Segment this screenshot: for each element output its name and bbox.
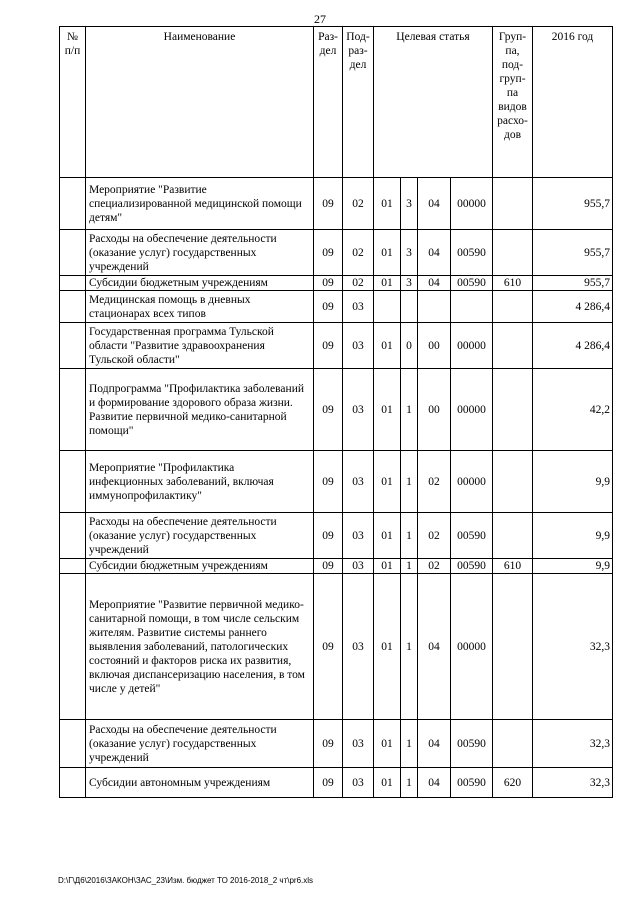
row-target-event-cell: 00 [418,369,451,451]
row-target-subprogram-cell: 1 [401,559,418,574]
row-amount-cell: 42,2 [533,369,613,451]
row-razdel-cell: 09 [314,574,343,720]
row-razdel-cell: 09 [314,230,343,276]
row-num-cell [60,291,86,323]
row-name-cell: Субсидии бюджетным учреждениям [86,559,314,574]
row-podrazdel-cell: 03 [343,323,374,369]
header-group: Груп- па, под- груп- па видов расхо- дов [493,27,533,178]
row-razdel-cell: 09 [314,513,343,559]
row-target-subprogram-cell: 1 [401,451,418,513]
page-number: 27 [314,12,326,26]
row-group-cell [493,323,533,369]
row-group-cell [493,574,533,720]
table-row [60,574,613,720]
row-amount-cell: 9,9 [533,451,613,513]
row-group-cell [493,369,533,451]
row-target-subprogram-cell: 1 [401,720,418,768]
table-row [60,559,613,574]
row-razdel-cell: 09 [314,451,343,513]
row-group-cell: 610 [493,276,533,291]
row-amount-cell: 955,7 [533,230,613,276]
row-target-direction-cell: 00590 [451,513,493,559]
row-amount-cell: 32,3 [533,720,613,768]
row-target-subprogram-cell: 1 [401,768,418,798]
row-podrazdel-cell: 03 [343,574,374,720]
row-target-event-cell: 04 [418,768,451,798]
table-row [60,276,613,291]
row-target-event-cell: 04 [418,574,451,720]
row-razdel-cell: 09 [314,276,343,291]
row-num-cell [60,178,86,230]
row-amount-cell: 32,3 [533,574,613,720]
row-num-cell [60,276,86,291]
row-target-program-cell: 01 [374,574,401,720]
row-target-event-cell [418,291,451,323]
table-row [60,720,613,768]
row-podrazdel-cell: 02 [343,276,374,291]
row-razdel-cell: 09 [314,720,343,768]
row-target-subprogram-cell: 3 [401,178,418,230]
row-target-direction-cell: 00590 [451,230,493,276]
row-podrazdel-cell: 03 [343,720,374,768]
row-target-subprogram-cell: 0 [401,323,418,369]
row-target-direction-cell: 00000 [451,574,493,720]
row-group-cell [493,230,533,276]
row-target-program-cell: 01 [374,230,401,276]
row-target-program-cell: 01 [374,720,401,768]
row-target-program-cell [374,291,401,323]
row-group-cell: 610 [493,559,533,574]
budget-table [59,26,613,798]
row-target-subprogram-cell: 3 [401,230,418,276]
row-target-subprogram-cell: 1 [401,513,418,559]
header-name: Наименование [86,27,314,178]
row-target-event-cell: 04 [418,230,451,276]
row-target-subprogram-cell: 1 [401,574,418,720]
row-num-cell [60,230,86,276]
table-row [60,178,613,230]
row-target-direction-cell [451,291,493,323]
row-amount-cell: 9,9 [533,513,613,559]
table-row [60,768,613,798]
row-group-cell [493,451,533,513]
row-podrazdel-cell: 02 [343,178,374,230]
row-razdel-cell: 09 [314,291,343,323]
header-razdel: Раз- дел [314,27,343,178]
row-target-program-cell: 01 [374,323,401,369]
row-target-direction-cell: 00000 [451,369,493,451]
row-amount-cell: 32,3 [533,768,613,798]
row-name-cell: Расходы на обеспечение деятельности (оказание услуг) государственных учреждений [86,720,314,768]
row-razdel-cell: 09 [314,369,343,451]
row-target-program-cell: 01 [374,276,401,291]
row-num-cell [60,369,86,451]
file-path-footer: D:\Г\Д6\2016\ЗАКОН\ЗАС_23\Изм. бюджет ТО 2016-2018_2 чт\pr6.xls [58,876,314,885]
row-target-direction-cell: 00590 [451,720,493,768]
row-podrazdel-cell: 03 [343,369,374,451]
row-razdel-cell: 09 [314,559,343,574]
row-razdel-cell: 09 [314,323,343,369]
header-year: 2016 год [533,27,613,178]
table-row [60,513,613,559]
header-podrazdel: Под- раз- дел [343,27,374,178]
row-amount-cell: 955,7 [533,178,613,230]
row-name-cell: Государственная программа Тульской области "Развитие здравоохранения Тульской области" [86,323,314,369]
row-amount-cell: 9,9 [533,559,613,574]
header-num: № п/п [60,27,86,178]
row-amount-cell: 4 286,4 [533,323,613,369]
row-target-subprogram-cell: 1 [401,369,418,451]
row-group-cell [493,720,533,768]
row-podrazdel-cell: 03 [343,768,374,798]
row-num-cell [60,768,86,798]
header-target: Целевая статья [374,27,493,178]
row-group-cell [493,513,533,559]
row-target-event-cell: 02 [418,559,451,574]
row-num-cell [60,720,86,768]
table-row [60,291,613,323]
row-target-direction-cell: 00000 [451,451,493,513]
row-num-cell [60,559,86,574]
row-target-event-cell: 02 [418,513,451,559]
row-target-direction-cell: 00590 [451,276,493,291]
row-target-subprogram-cell [401,291,418,323]
row-name-cell: Мероприятие "Развитие специализированной медицинской помощи детям" [86,178,314,230]
row-name-cell: Мероприятие "Профилактика инфекционных заболеваний, включая иммунопрофилактику" [86,451,314,513]
row-num-cell [60,513,86,559]
row-group-cell: 620 [493,768,533,798]
row-group-cell [493,178,533,230]
row-target-subprogram-cell: 3 [401,276,418,291]
row-amount-cell: 4 286,4 [533,291,613,323]
row-group-cell [493,291,533,323]
row-name-cell: Мероприятие "Развитие первичной медико-санитарной помощи, в том числе сельским жителям. Развитие системы раннего выявления заболеваний, патологических состояний и факторов риска их развития, включая диспансеризацию населения, в том числе у детей" [86,574,314,720]
row-target-program-cell: 01 [374,513,401,559]
row-name-cell: Расходы на обеспечение деятельности (оказание услуг) государственных учреждений [86,513,314,559]
row-target-program-cell: 01 [374,178,401,230]
row-name-cell: Медицинская помощь в дневных стационарах всех типов [86,291,314,323]
row-amount-cell: 955,7 [533,276,613,291]
row-razdel-cell: 09 [314,768,343,798]
row-name-cell: Субсидии бюджетным учреждениям [86,276,314,291]
table-row [60,323,613,369]
table-row [60,369,613,451]
row-podrazdel-cell: 03 [343,291,374,323]
row-target-program-cell: 01 [374,559,401,574]
table-row [60,451,613,513]
row-target-direction-cell: 00590 [451,768,493,798]
row-target-program-cell: 01 [374,451,401,513]
row-podrazdel-cell: 03 [343,513,374,559]
row-podrazdel-cell: 03 [343,559,374,574]
row-target-event-cell: 02 [418,451,451,513]
row-num-cell [60,323,86,369]
row-num-cell [60,574,86,720]
row-name-cell: Расходы на обеспечение деятельности (оказание услуг) государственных учреждений [86,230,314,276]
row-target-program-cell: 01 [374,369,401,451]
row-target-event-cell: 00 [418,323,451,369]
table-header-row [60,27,613,178]
row-podrazdel-cell: 03 [343,451,374,513]
row-num-cell [60,451,86,513]
row-name-cell: Субсидии автономным учреждениям [86,768,314,798]
row-target-direction-cell: 00000 [451,323,493,369]
table-row [60,230,613,276]
row-podrazdel-cell: 02 [343,230,374,276]
row-target-direction-cell: 00000 [451,178,493,230]
row-razdel-cell: 09 [314,178,343,230]
row-target-event-cell: 04 [418,276,451,291]
row-target-event-cell: 04 [418,720,451,768]
row-target-direction-cell: 00590 [451,559,493,574]
row-target-program-cell: 01 [374,768,401,798]
row-target-event-cell: 04 [418,178,451,230]
row-name-cell: Подпрограмма "Профилактика заболеваний и формирование здорового образа жизни. Развитие первичной медико-санитарной помощи" [86,369,314,451]
